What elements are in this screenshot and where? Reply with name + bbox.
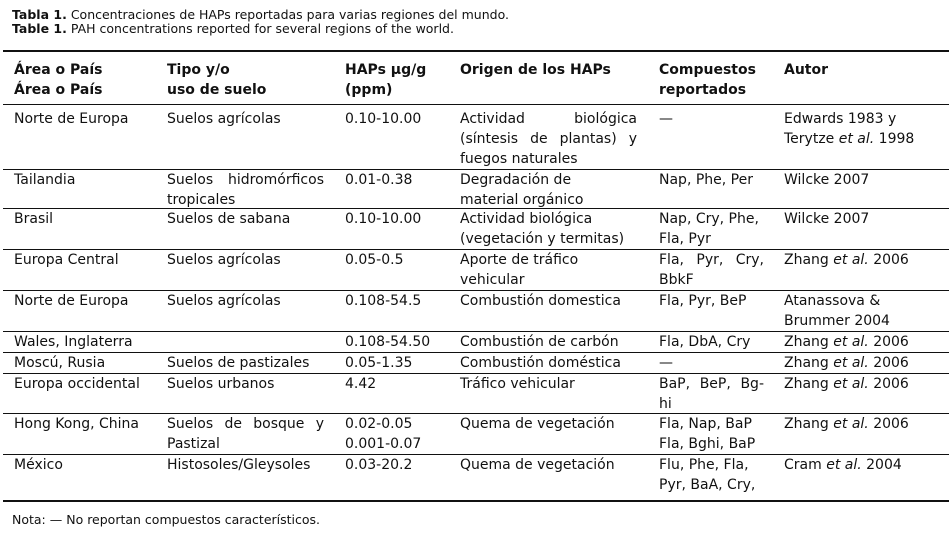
cell-tipo: Suelos de sabana [167,211,291,227]
cell-haps: 0.05-0.5 [345,252,404,268]
cell-area: Norte de Europa [14,293,129,309]
cell-compuestos: Fla, DbA, Cry [659,334,751,350]
cell-compuestos: Fla, Pyr, BeP [659,293,747,309]
cell-origen: Combustión doméstica [460,355,621,371]
header-area-line1: Área o País [14,62,103,78]
header-haps-line2: (ppm) [345,82,393,98]
cell-tipo: Suelos agrícolas [167,111,281,127]
cell-compuestos: Fla, Pyr, Cry, BbkF [659,252,764,288]
header-haps [345,60,426,100]
header-tipo-line1: Tipo y/o [167,62,230,78]
caption-spanish [12,8,509,22]
cell-area: Brasil [14,211,54,227]
cell-autor: Edwards 1983 y Terytze et al. 1998 [784,111,915,147]
cell-area: Tailandia [14,172,76,188]
caption-label-en: Table 1. [12,21,67,36]
cell-origen: Degradación de material orgánico [460,172,584,208]
table-note: Nota: — No reportan compuestos característicos. [12,512,321,527]
cell-autor: Cram et al. 2004 [784,457,902,473]
cell-area: Wales, Inglaterra [14,334,133,350]
cell-autor: Zhang et al. 2006 [784,376,909,392]
header-origen [460,60,611,80]
cell-area: Europa Central [14,252,119,268]
cell-origen: Combustión domestica [460,293,621,309]
header-origen-line1: Origen de los HAPs [460,62,611,78]
cell-haps: 0.01-0.38 [345,172,413,188]
cell-autor: Zhang et al. 2006 [784,416,909,432]
cell-origen: Combustión de carbón [460,334,619,350]
cell-origen: Actividad biológica (vegetación y termitas) [460,211,625,247]
cell-origen: Actividad biológica (síntesis de plantas) y fuegos naturales [460,111,637,167]
cell-haps: 0.03-20.2 [345,457,413,473]
cell-compuestos: Fla, Nap, BaP Fla, Bghi, BaP [659,416,756,452]
cell-tipo: Suelos agrícolas [167,293,281,309]
cell-tipo: Suelos agrícolas [167,252,281,268]
cell-area: Europa occidental [14,376,140,392]
cell-origen: Tráfico vehicular [460,376,575,392]
cell-compuestos: Nap, Cry, Phe, Fla, Pyr [659,211,759,247]
header-area-line2: Área o País [14,82,103,98]
cell-area: Norte de Europa [14,111,129,127]
cell-tipo: Suelos hidromórficos tropicales [167,172,324,208]
cell-autor: Wilcke 2007 [784,172,870,188]
cell-origen: Aporte de tráfico vehicular [460,252,579,288]
header-comp-line2: reportados [659,82,747,98]
cell-compuestos: — [659,111,673,127]
cell-autor: Atanassova & Brummer 2004 [784,293,890,329]
header-compuestos [659,60,756,100]
header-haps-line1: HAPs μg/g [345,62,427,78]
cell-origen: Quema de vegetación [460,457,615,473]
header-autor-line1: Autor [784,62,829,78]
cell-autor: Zhang et al. 2006 [784,355,909,371]
caption-english [12,22,509,36]
cell-haps: 4.42 [345,376,377,392]
cell-area: México [14,457,63,473]
cell-haps: 0.10-10.00 [345,211,422,227]
table-caption [12,8,509,36]
header-rule [3,104,949,105]
cell-area: Moscú, Rusia [14,355,106,371]
cell-tipo: Histosoles/Gleysoles [167,457,311,473]
caption-label-es: Tabla 1. [12,7,67,22]
cell-tipo: Suelos urbanos [167,376,275,392]
cell-tipo: Suelos de bosque y Pastizal [167,416,324,452]
header-tipo [167,60,266,100]
cell-autor: Wilcke 2007 [784,211,870,227]
cell-compuestos: — [659,355,673,371]
cell-origen: Quema de vegetación [460,416,615,432]
cell-area: Hong Kong, China [14,416,140,432]
cell-compuestos: BaP, BeP, Bg- hi [659,376,764,412]
cell-haps: 0.10-10.00 [345,111,422,127]
header-tipo-line2: uso de suelo [167,82,267,98]
cell-haps: 0.108-54.50 [345,334,431,350]
header-area [14,60,103,100]
caption-text-es: Concentraciones de HAPs reportadas para varias regiones del mundo. [70,7,509,22]
cell-autor: Zhang et al. 2006 [784,334,909,350]
header-autor [784,60,828,80]
header-comp-line1: Compuestos [659,62,756,78]
cell-haps: 0.108-54.5 [345,293,422,309]
cell-haps: 0.05-1.35 [345,355,413,371]
bottom-rule [3,500,949,502]
cell-autor: Zhang et al. 2006 [784,252,909,268]
cell-compuestos: Nap, Phe, Per [659,172,753,188]
cell-compuestos: Flu, Phe, Fla, Pyr, BaA, Cry, [659,457,756,493]
cell-haps: 0.02-0.05 0.001-0.07 [345,416,422,452]
top-rule [3,50,949,52]
caption-text-en: PAH concentrations reported for several regions of the world. [70,21,454,36]
cell-tipo: Suelos de pastizales [167,355,310,371]
